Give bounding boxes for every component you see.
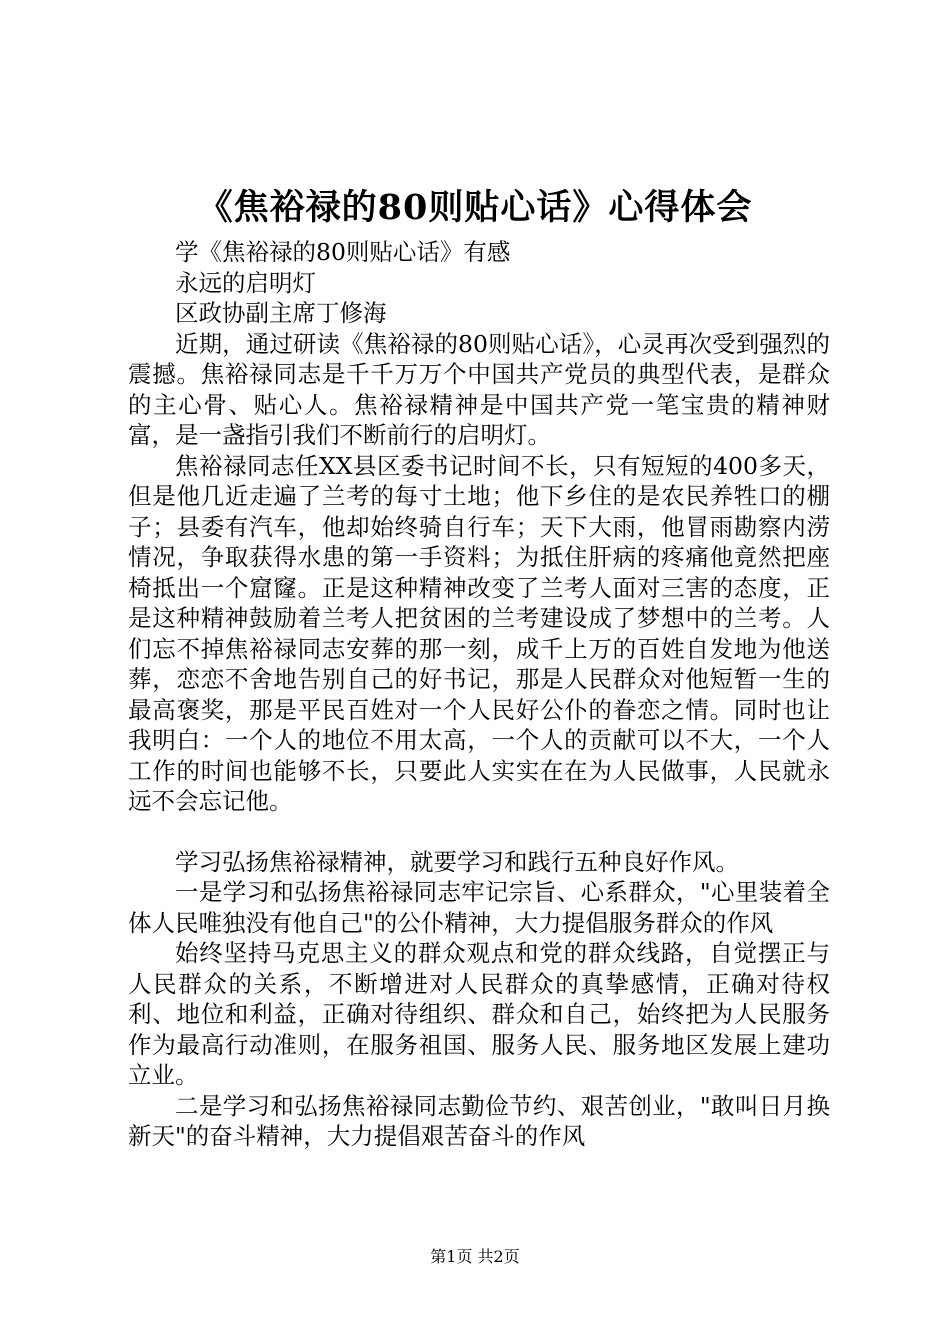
page-number: 第1页 共2页 [430, 1247, 520, 1266]
body-paragraph: 学习弘扬焦裕禄精神，就要学习和践行五种良好作风。 [175, 847, 739, 876]
body-paragraph: 近期，通过研读《焦裕禄的80则贴心话》，心灵再次受到强烈的震撼。焦裕禄同志是千千万万个中国共产党员的典型代表，是群众的主心骨、贴心人。焦裕禄精神是中国共产党一笔宝贵的精神财富，是一盏指引我们不断前行的启明灯。 [128, 329, 830, 449]
document-body [128, 237, 830, 1152]
author-line: 区政协副主席丁修海 [175, 299, 387, 327]
document-title: 《焦裕禄的80则贴心话》心得体会 [197, 187, 753, 228]
body-paragraph: 二是学习和弘扬焦裕禄同志勤俭节约、艰苦创业，"敢叫日月换新天"的奋斗精神，大力提倡艰苦奋斗的作风 [128, 1091, 830, 1150]
subheading: 永远的启明灯 [175, 268, 316, 297]
body-paragraph: 一是学习和弘扬焦裕禄同志牢记宗旨、心系群众，"心里装着全体人民唯独没有他自己"的公仆精神，大力提倡服务群众的作风 [128, 878, 830, 937]
subtitle: 学《焦裕禄的80则贴心话》有感 [175, 238, 511, 266]
body-paragraph: 始终坚持马克思主义的群众观点和党的群众线路，自觉摆正与人民群众的关系，不断增进对人民群众的真挚感情，正确对待权利、地位和利益，正确对待组织、群众和自己，始终把为人民服务作为最高行动准则，在服务祖国、服务人民、服务地区发展上建功立业。 [128, 939, 830, 1089]
body-paragraph: 焦裕禄同志任XX县区委书记时间不长，只有短短的400多天，但是他几近走遍了兰考的每寸土地；他下乡住的是农民养牲口的棚子；县委有汽车，他却始终骑自行车；天下大雨，他冒雨勘察内涝情况，争取获得水患的第一手资料；为抵住肝病的疼痛他竟然把座椅抵出一个窟窿。正是这种精神改变了兰考人面对三害的态度，正是这种精神鼓励着兰考人把贫困的兰考建设成了梦想中的兰考。人们忘不掉焦裕禄同志安葬的那一刻，成千上万的百姓自发地为他送葬，恋恋不舍地告别自己的好书记，那是人民群众对他短暂一生的最高褒奖，那是平民百姓对一个人民好公仆的眷恋之情。同时也让我明白：一个人的地位不用太高，一个人的贡献可以不大，一个人工作的时间也能够不长，只要此人实实在在为人民做事，人民就永远不会忘记他。 [128, 451, 830, 815]
